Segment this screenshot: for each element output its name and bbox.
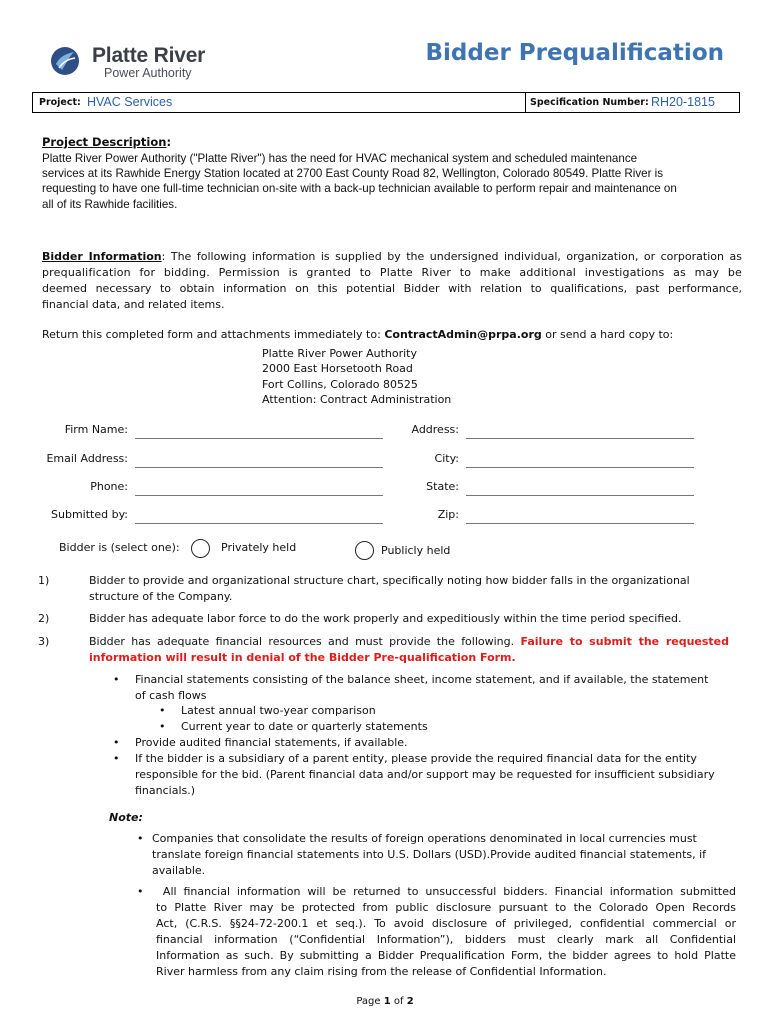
submitted-by-field[interactable]: [135, 523, 383, 524]
address-label: Address:: [411, 423, 459, 436]
privately-held-label: Privately held: [221, 541, 297, 554]
email-field[interactable]: [135, 467, 383, 468]
bullet-audited-statements: Provide audited financial statements, if available.: [135, 736, 408, 749]
bullet-icon: •: [137, 885, 144, 898]
item-2-text: Bidder has adequate labor force to do the work properly and expeditiously within the time period specified.: [89, 612, 682, 625]
mailing-address: Platte River Power Authority 2000 East Horsetooth Road Fort Collins, Colorado 80525 Attention: Contract Administration: [262, 347, 452, 406]
platte-river-logo-icon: [50, 46, 80, 76]
contract-admin-email: ContractAdmin@prpa.org: [384, 328, 542, 341]
bullet-icon: •: [137, 832, 144, 845]
note-heading: Note:: [109, 811, 143, 824]
zip-label: Zip:: [437, 508, 459, 521]
bullet-icon: •: [159, 704, 166, 717]
email-label: Email Address:: [46, 452, 128, 465]
item-3-text: Bidder has adequate financial resources and must provide the following. Failure to submit the requested information will result in denial of the Bidder Pre-qualification Form.: [89, 635, 730, 664]
item-1-text: Bidder to provide and organizational structure chart, specifically noting how bidder falls in the organizational structure of the Company.: [89, 574, 690, 603]
project-description-text: Platte River Power Authority ("Platte River") has the need for HVAC mechanical system and scheduled maintenance services at its Rawhide Energy Station located at 2700 East County Road 82, Wellington, Colorado 80549. Platte River is requesting to have one full-time technician on-site with a back-up technician available to perform repair and maintenance on all of its Rawhide facilities.: [42, 152, 677, 211]
spec-number-label: Specification Number:: [530, 97, 649, 108]
bidder-information-text: Bidder Information: The following information is supplied by the undersigned individual, organization, or corporation as prequalification for bidding. Permission is granted to Platte River to make additional investigations as may be deemed necessary to obtain information on this potential Bidder with relation to qualifications, past performance, financial data, and related items.: [42, 250, 742, 311]
publicly-held-label: Publicly held: [381, 544, 451, 557]
bullet-icon: •: [159, 720, 166, 733]
city-label: City:: [434, 452, 459, 465]
item-1-number: 1): [38, 574, 50, 587]
publicly-held-radio[interactable]: [355, 541, 374, 560]
bidder-information-heading: Bidder Information: [42, 250, 162, 263]
page-number: Page 1 of 2: [356, 996, 414, 1007]
phone-field[interactable]: [135, 495, 383, 496]
header-divider: [525, 92, 526, 113]
city-field[interactable]: [466, 467, 694, 468]
note-confidential-information: All financial information will be returned to unsuccessful bidders. Financial information submitted to Platte River may be protected from public disclosure pursuant to the Colorado Open Records Act, (C.R.S. §§24-72-200.1 et seq.). To avoid disclosure of privileged, confidential commercial or financial information (“Confidential Information”), bidders must clearly mark all Confidential Information as such. By submitting a Bidder Prequalification Form, the bidder agrees to hold Platte River harmless from any claim rising from the release of Confidential Information.: [156, 885, 736, 978]
project-description-heading: Project Description:: [42, 135, 172, 149]
bullet-icon: •: [113, 673, 120, 686]
project-label: Project:: [39, 97, 81, 108]
return-instructions: Return this completed form and attachments immediately to: ContractAdmin@prpa.org or send a hard copy to:: [42, 328, 674, 341]
note-foreign-operations: Companies that consolidate the results of foreign operations denominated in local currencies must translate foreign financial statements into U.S. Dollars (USD).Provide audited financial statements, if available.: [152, 832, 707, 877]
item-3-number: 3): [38, 635, 50, 648]
phone-label: Phone:: [90, 480, 128, 493]
failure-warning: Failure to submit the requested: [520, 635, 730, 648]
state-field[interactable]: [466, 495, 694, 496]
firm-name-label: Firm Name:: [64, 423, 128, 436]
bidder-type-label: Bidder is (select one):: [59, 541, 180, 554]
bullet-icon: •: [113, 736, 120, 749]
privately-held-radio[interactable]: [191, 539, 210, 558]
project-value[interactable]: HVAC Services: [87, 95, 173, 109]
logo-subtitle: Power Authority: [104, 66, 192, 80]
bullet-financial-statements: Financial statements consisting of the balance sheet, income statement, and if available, the statement of cash flows: [135, 673, 709, 702]
firm-name-field[interactable]: [135, 438, 383, 439]
state-label: State:: [426, 480, 459, 493]
spec-number-value[interactable]: RH20-1815: [651, 95, 715, 109]
submitted-by-label: Submitted by:: [51, 508, 128, 521]
failure-warning-continued: information will result in denial of the Bidder Pre-qualification Form.: [89, 651, 516, 664]
bullet-icon: •: [113, 752, 120, 765]
document-title: Bidder Prequalification: [425, 40, 724, 66]
bullet-subsidiary: If the bidder is a subsidiary of a parent entity, please provide the required financial data for the entity responsible for the bid. (Parent financial data and/or support may be requested for insufficient subsidiary financials.): [135, 752, 715, 797]
sub-bullet-year-to-date: Current year to date or quarterly statements: [181, 720, 428, 733]
address-field[interactable]: [466, 438, 694, 439]
logo-name: Platte River: [92, 44, 206, 67]
sub-bullet-annual-comparison: Latest annual two-year comparison: [181, 704, 376, 717]
item-2-number: 2): [38, 612, 50, 625]
zip-field[interactable]: [466, 523, 694, 524]
